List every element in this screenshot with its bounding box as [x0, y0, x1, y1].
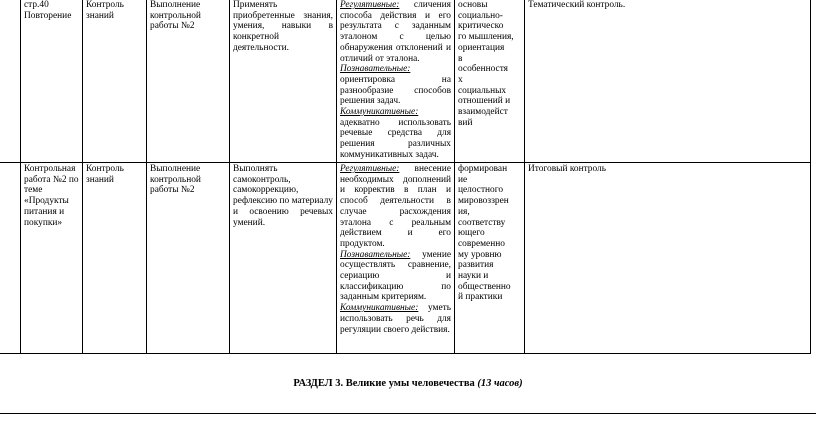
table-row — [0, 0, 811, 163]
number-cell — [0, 0, 21, 163]
cognitive-label: Познавательные: — [340, 64, 411, 75]
communicative-text: уметь использовать речь для регуляции своего действия. — [340, 303, 451, 335]
regulatory-label: Регулятивные: — [340, 0, 400, 10]
communicative-text: адекватно использовать речевые средства для решения различных коммуникативных задач. — [340, 117, 451, 160]
activity-cell: Выполнение контрольной работы №2 — [147, 163, 230, 354]
divider — [0, 413, 816, 414]
regulatory-text: внесение необходимых дополнений и корректив в план и способ деятельности в случае расхождения эталона с реальным действием и его продуктом. — [340, 164, 451, 249]
subject-results-cell: Выполнять самоконтроль, самокоррекцию, рефлексию по материалу и освоению речевых умений. — [230, 163, 337, 354]
topic-cell: стр.40 Повторение — [21, 0, 83, 163]
table-row — [0, 163, 811, 354]
meta-results-cell — [337, 163, 455, 354]
regulatory-label: Регулятивные: — [340, 164, 400, 174]
cognitive-text: ориентировка на разнообразие способов решения задач. — [340, 74, 451, 107]
cognitive-label: Познавательные: — [340, 249, 411, 260]
regulatory-text: сличения способа действия и его результата с заданным эталоном с целью обнаружения отклонений и отличий от эталона. — [340, 0, 451, 64]
activity-cell: Выполнение контрольной работы №2 — [147, 0, 230, 163]
section-title: РАЗДЕЛ 3. Великие умы человечества — [293, 378, 475, 389]
lesson-type-cell: Контроль знаний — [83, 163, 147, 354]
personal-results-cell: формирован ие целостного мировоззрен ия, соответству ющего современно му уровню развития науки и общественно й практики — [455, 163, 525, 354]
lesson-type-cell: Контроль знаний — [83, 0, 147, 163]
communicative-label: Коммуникативные: — [340, 107, 419, 118]
topic-cell: Контрольная работа №2 по теме «Продукты питания и покупки» — [21, 163, 83, 354]
control-cell: Итоговый контроль — [525, 163, 811, 354]
meta-results-cell — [337, 0, 455, 163]
control-cell: Тематический контроль. — [525, 0, 811, 163]
personal-results-cell: основы социально- критическо го мышления, ориентация в особенностя х социальных отношений и взаимодейст вий — [455, 0, 525, 163]
communicative-label: Коммуникативные: — [340, 303, 419, 314]
section-heading — [0, 378, 816, 389]
cognitive-text: умение осуществлять сравнение, сериацию и классификацию по заданным критериям. — [340, 249, 451, 303]
section-hours: (13 часов) — [477, 378, 523, 389]
number-cell — [0, 163, 21, 354]
subject-results-cell: Применять приобретенные знания, умения, навыки в конкретной деятельности. — [230, 0, 337, 163]
